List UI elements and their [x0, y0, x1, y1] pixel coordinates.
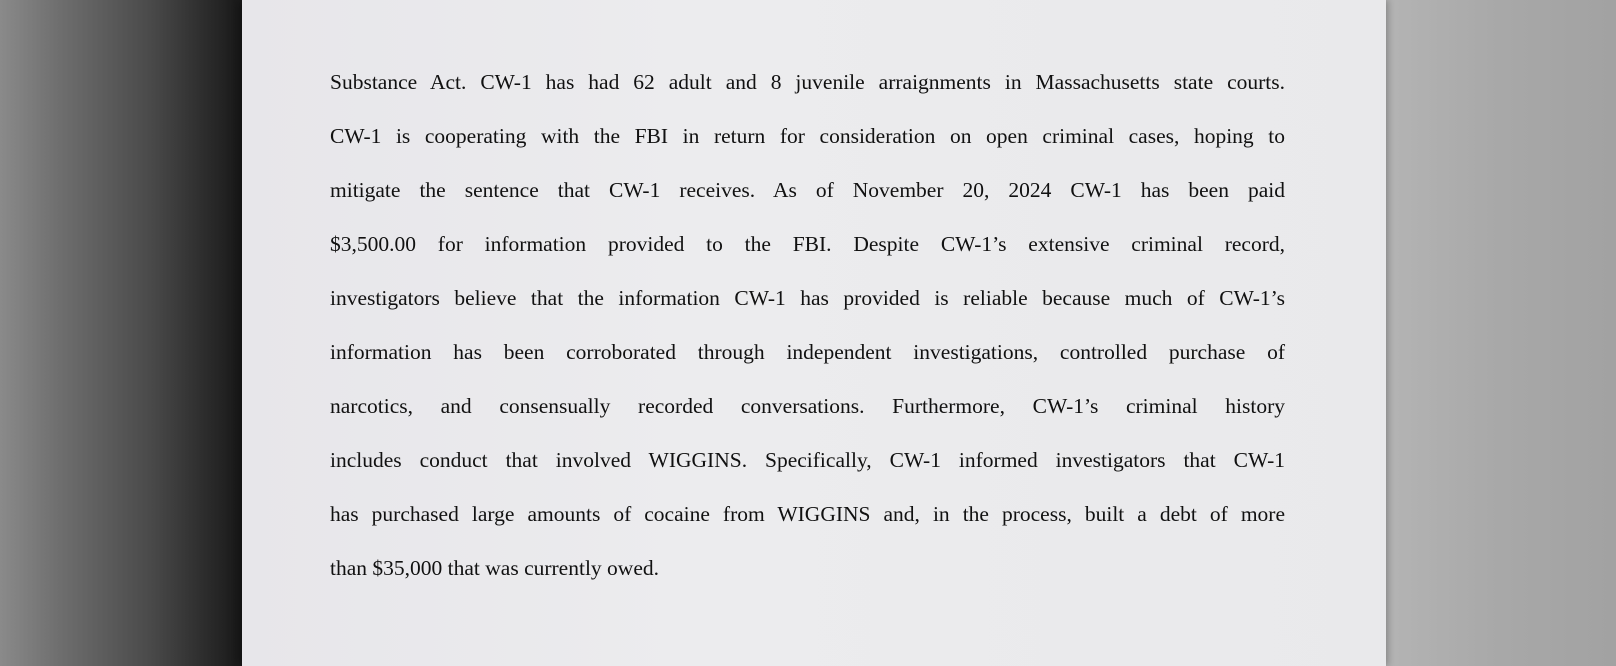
text-line: investigators believe that the information CW-1 has provided is reliable because much of CW-1’s — [330, 286, 1285, 310]
text-line: includes conduct that involved WIGGINS. Specifically, CW-1 informed investigators that CW-1 — [330, 448, 1285, 472]
text-line: than $35,000 that was currently owed. — [330, 556, 659, 580]
text-line: mitigate the sentence that CW-1 receives. As of November 20, 2024 CW-1 has been paid — [330, 178, 1285, 202]
text-line: Substance Act. CW-1 has had 62 adult and 8 juvenile arraignments in Massachusetts state courts. — [330, 70, 1285, 94]
text-line: information has been corroborated through independent investigations, controlled purchase of — [330, 340, 1285, 364]
document-page — [242, 0, 1386, 666]
text-line: narcotics, and consensually recorded conversations. Furthermore, CW-1’s criminal history — [330, 394, 1285, 418]
text-line: $3,500.00 for information provided to the FBI. Despite CW-1’s extensive criminal record, — [330, 232, 1285, 256]
text-line: has purchased large amounts of cocaine from WIGGINS and, in the process, built a debt of more — [330, 502, 1285, 526]
text-line: CW-1 is cooperating with the FBI in return for consideration on open criminal cases, hoping to — [330, 124, 1285, 148]
body-paragraph — [330, 64, 1285, 604]
